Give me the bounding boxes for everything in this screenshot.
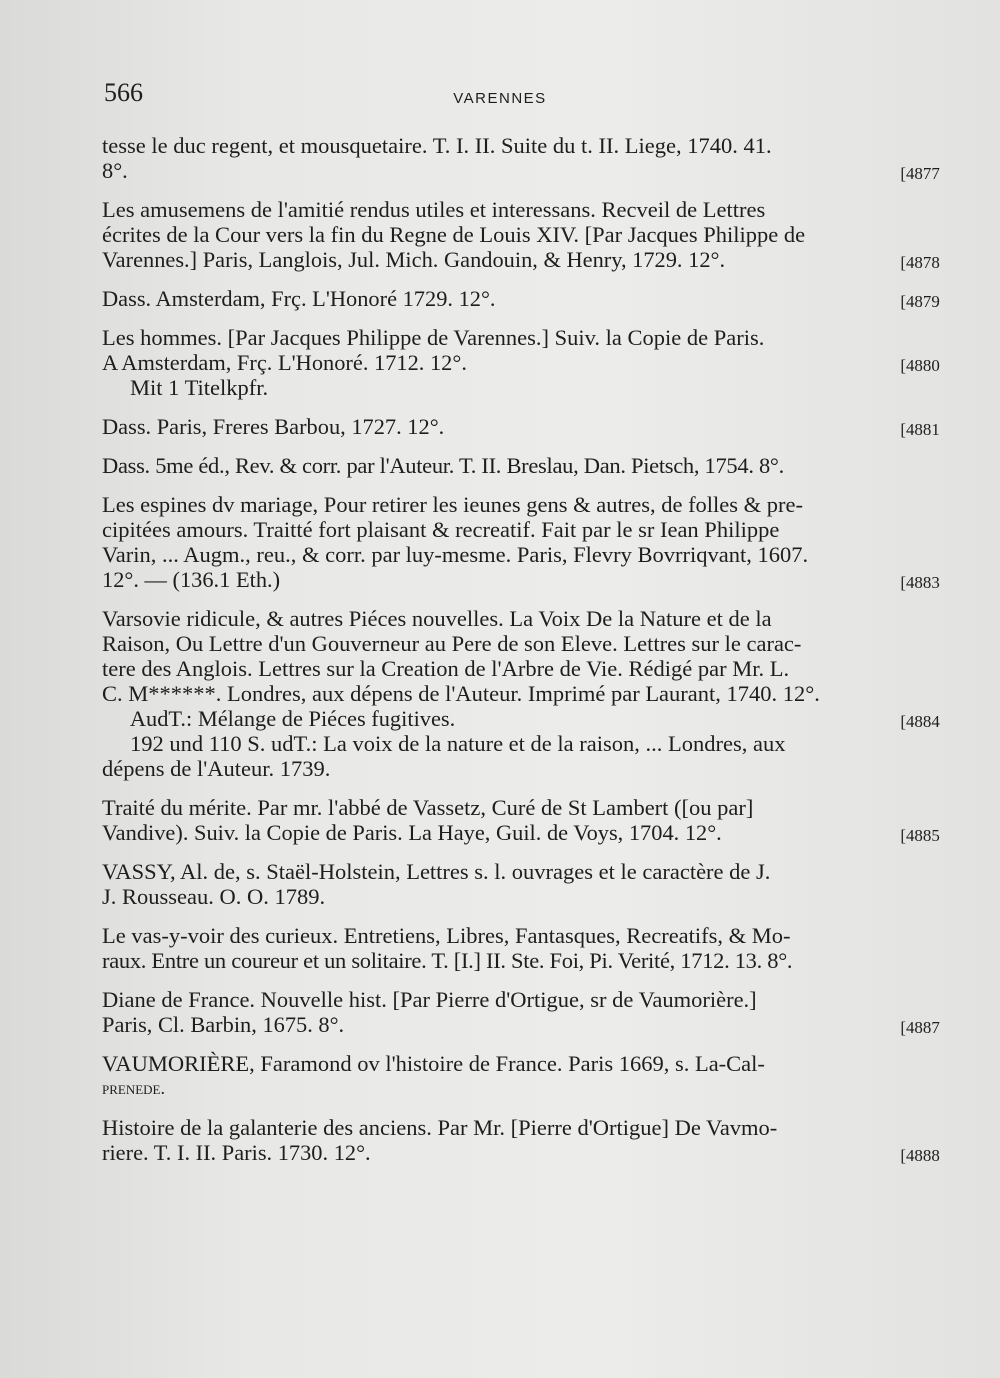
entry-number: [4878 xyxy=(900,253,940,272)
entry-4887 xyxy=(102,987,940,1037)
entry-line: écrites de la Cour vers la fin du Regne de Louis XIV. [Par Jacques Philippe de xyxy=(102,222,806,247)
entry-line: Le vas-y-voir des curieux. Entretiens, Libres, Fantasques, Recreatifs, & Mo- xyxy=(102,923,791,948)
entry-line: Varennes.] Paris, Langlois, Jul. Mich. Gandouin, & Henry, 1729. 12°. [4878 xyxy=(102,247,936,272)
entry-line: Dass. Paris, Freres Barbou, 1727. 12°. [4881 xyxy=(102,414,936,439)
entry-number: [4883 xyxy=(900,573,940,592)
entry-line: Histoire de la galanterie des anciens. Par Mr. [Pierre d'Ortigue] De Vavmo- xyxy=(102,1115,778,1140)
entry-4880 xyxy=(102,325,940,400)
entry-number: [4885 xyxy=(900,826,940,845)
entry-4882 xyxy=(102,453,940,478)
entry-vaumoriere xyxy=(102,1051,940,1101)
entry-line: cipitées amours. Traitté fort plaisant & recreatif. Fait par le sr Iean Philippe xyxy=(102,517,780,542)
entry-number: [4877 xyxy=(900,164,940,183)
entry-line: VAUMORIÈRE, Faramond ov l'histoire de France. Paris 1669, s. La-Cal- xyxy=(102,1051,765,1076)
entry-4877 xyxy=(102,133,940,183)
entry-4885 xyxy=(102,795,940,845)
entry-line: C. M******. Londres, aux dépens de l'Auteur. Imprimé par Laurant, 1740. 12°. xyxy=(102,681,820,706)
entry-line: Paris, Cl. Barbin, 1675. 8°. [4887 xyxy=(102,1012,936,1037)
entry-4879 xyxy=(102,286,940,311)
entry-line: Les espines dv mariage, Pour retirer les ieunes gens & autres, de folles & pre- xyxy=(102,492,804,517)
entry-line: tesse le duc regent, et mousquetaire. T. I. II. Suite du t. II. Liege, 1740. 41. xyxy=(102,133,772,158)
entry-number: [4887 xyxy=(900,1018,940,1037)
entry-line: Vandive). Suiv. la Copie de Paris. La Haye, Guil. de Voys, 1704. 12°. [4885 xyxy=(102,820,936,845)
entry-number: [4881 xyxy=(900,420,940,439)
entry-number: [4888 xyxy=(900,1146,940,1165)
entry-line: J. Rousseau. O. O. 1789. xyxy=(102,884,326,909)
entry-4886 xyxy=(102,923,940,973)
entry-line: Varin, ... Augm., reu., & corr. par luy-mesme. Paris, Flevry Bovrriqvant, 1607. xyxy=(102,542,809,567)
entry-line: 8°. [4877 xyxy=(102,158,936,183)
entry-note: dépens de l'Auteur. 1739. xyxy=(102,756,331,781)
entry-line: A Amsterdam, Frç. L'Honoré. 1712. 12°. [4880 xyxy=(102,350,936,375)
entry-number: [4880 xyxy=(900,356,940,375)
entry-4881 xyxy=(102,414,940,439)
entry-note: Mit 1 Titelkpfr. xyxy=(130,375,269,400)
entry-line: 12°. — (136.1 Eth.) [4883 xyxy=(102,567,936,592)
entry-line: Varsovie ridicule, & autres Piéces nouvelles. La Voix De la Nature et de la xyxy=(102,606,772,631)
entry-list xyxy=(102,133,940,1179)
entry-4884 xyxy=(102,606,940,781)
entry-number: [4879 xyxy=(900,292,940,311)
entry-line: Dass. 5me éd., Rev. & corr. par l'Auteur. T. II. Breslau, Dan. Pietsch, 1754. 8°. xyxy=(102,453,784,478)
entry-line: VASSY, Al. de, s. Staël-Holstein, Lettres s. l. ouvrages et le caractère de J. xyxy=(102,859,771,884)
entry-line: riere. T. I. II. Paris. 1730. 12°. [4888 xyxy=(102,1140,936,1165)
entry-line: prenede. xyxy=(102,1078,165,1098)
entry-line: Raison, Ou Lettre d'un Gouverneur au Pere de son Eleve. Lettres sur le carac- xyxy=(102,631,802,656)
entry-note: 192 und 110 S. udT.: La voix de la nature et de la raison, ... Londres, aux xyxy=(130,731,786,756)
entry-note: AudT.: Mélange de Piéces fugitives. [4884 xyxy=(102,706,936,731)
entry-line: Les amusemens de l'amitié rendus utiles et interessans. Recveil de Lettres xyxy=(102,197,766,222)
entry-line: tere des Anglois. Lettres sur la Creation de l'Arbre de Vie. Rédigé par Mr. L. xyxy=(102,656,790,681)
running-title: VARENNES xyxy=(453,90,547,107)
entry-line: Les hommes. [Par Jacques Philippe de Varennes.] Suiv. la Copie de Paris. xyxy=(102,325,765,350)
entry-4883 xyxy=(102,492,940,592)
entry-4888 xyxy=(102,1115,940,1165)
entry-line: Diane de France. Nouvelle hist. [Par Pierre d'Ortigue, sr de Vaumorière.] xyxy=(102,987,757,1012)
entry-4878 xyxy=(102,197,940,272)
entry-line: raux. Entre un coureur et un solitaire. T. [I.] II. Ste. Foi, Pi. Verité, 1712. 13. 8°. xyxy=(102,948,793,973)
entry-line: Dass. Amsterdam, Frç. L'Honoré 1729. 12°. [4879 xyxy=(102,286,936,311)
page-number: 566 xyxy=(104,78,143,107)
entry-vassy xyxy=(102,859,940,909)
entry-line: Traité du mérite. Par mr. l'abbé de Vassetz, Curé de St Lambert ([ou par] xyxy=(102,795,754,820)
entry-number: [4884 xyxy=(900,712,940,731)
